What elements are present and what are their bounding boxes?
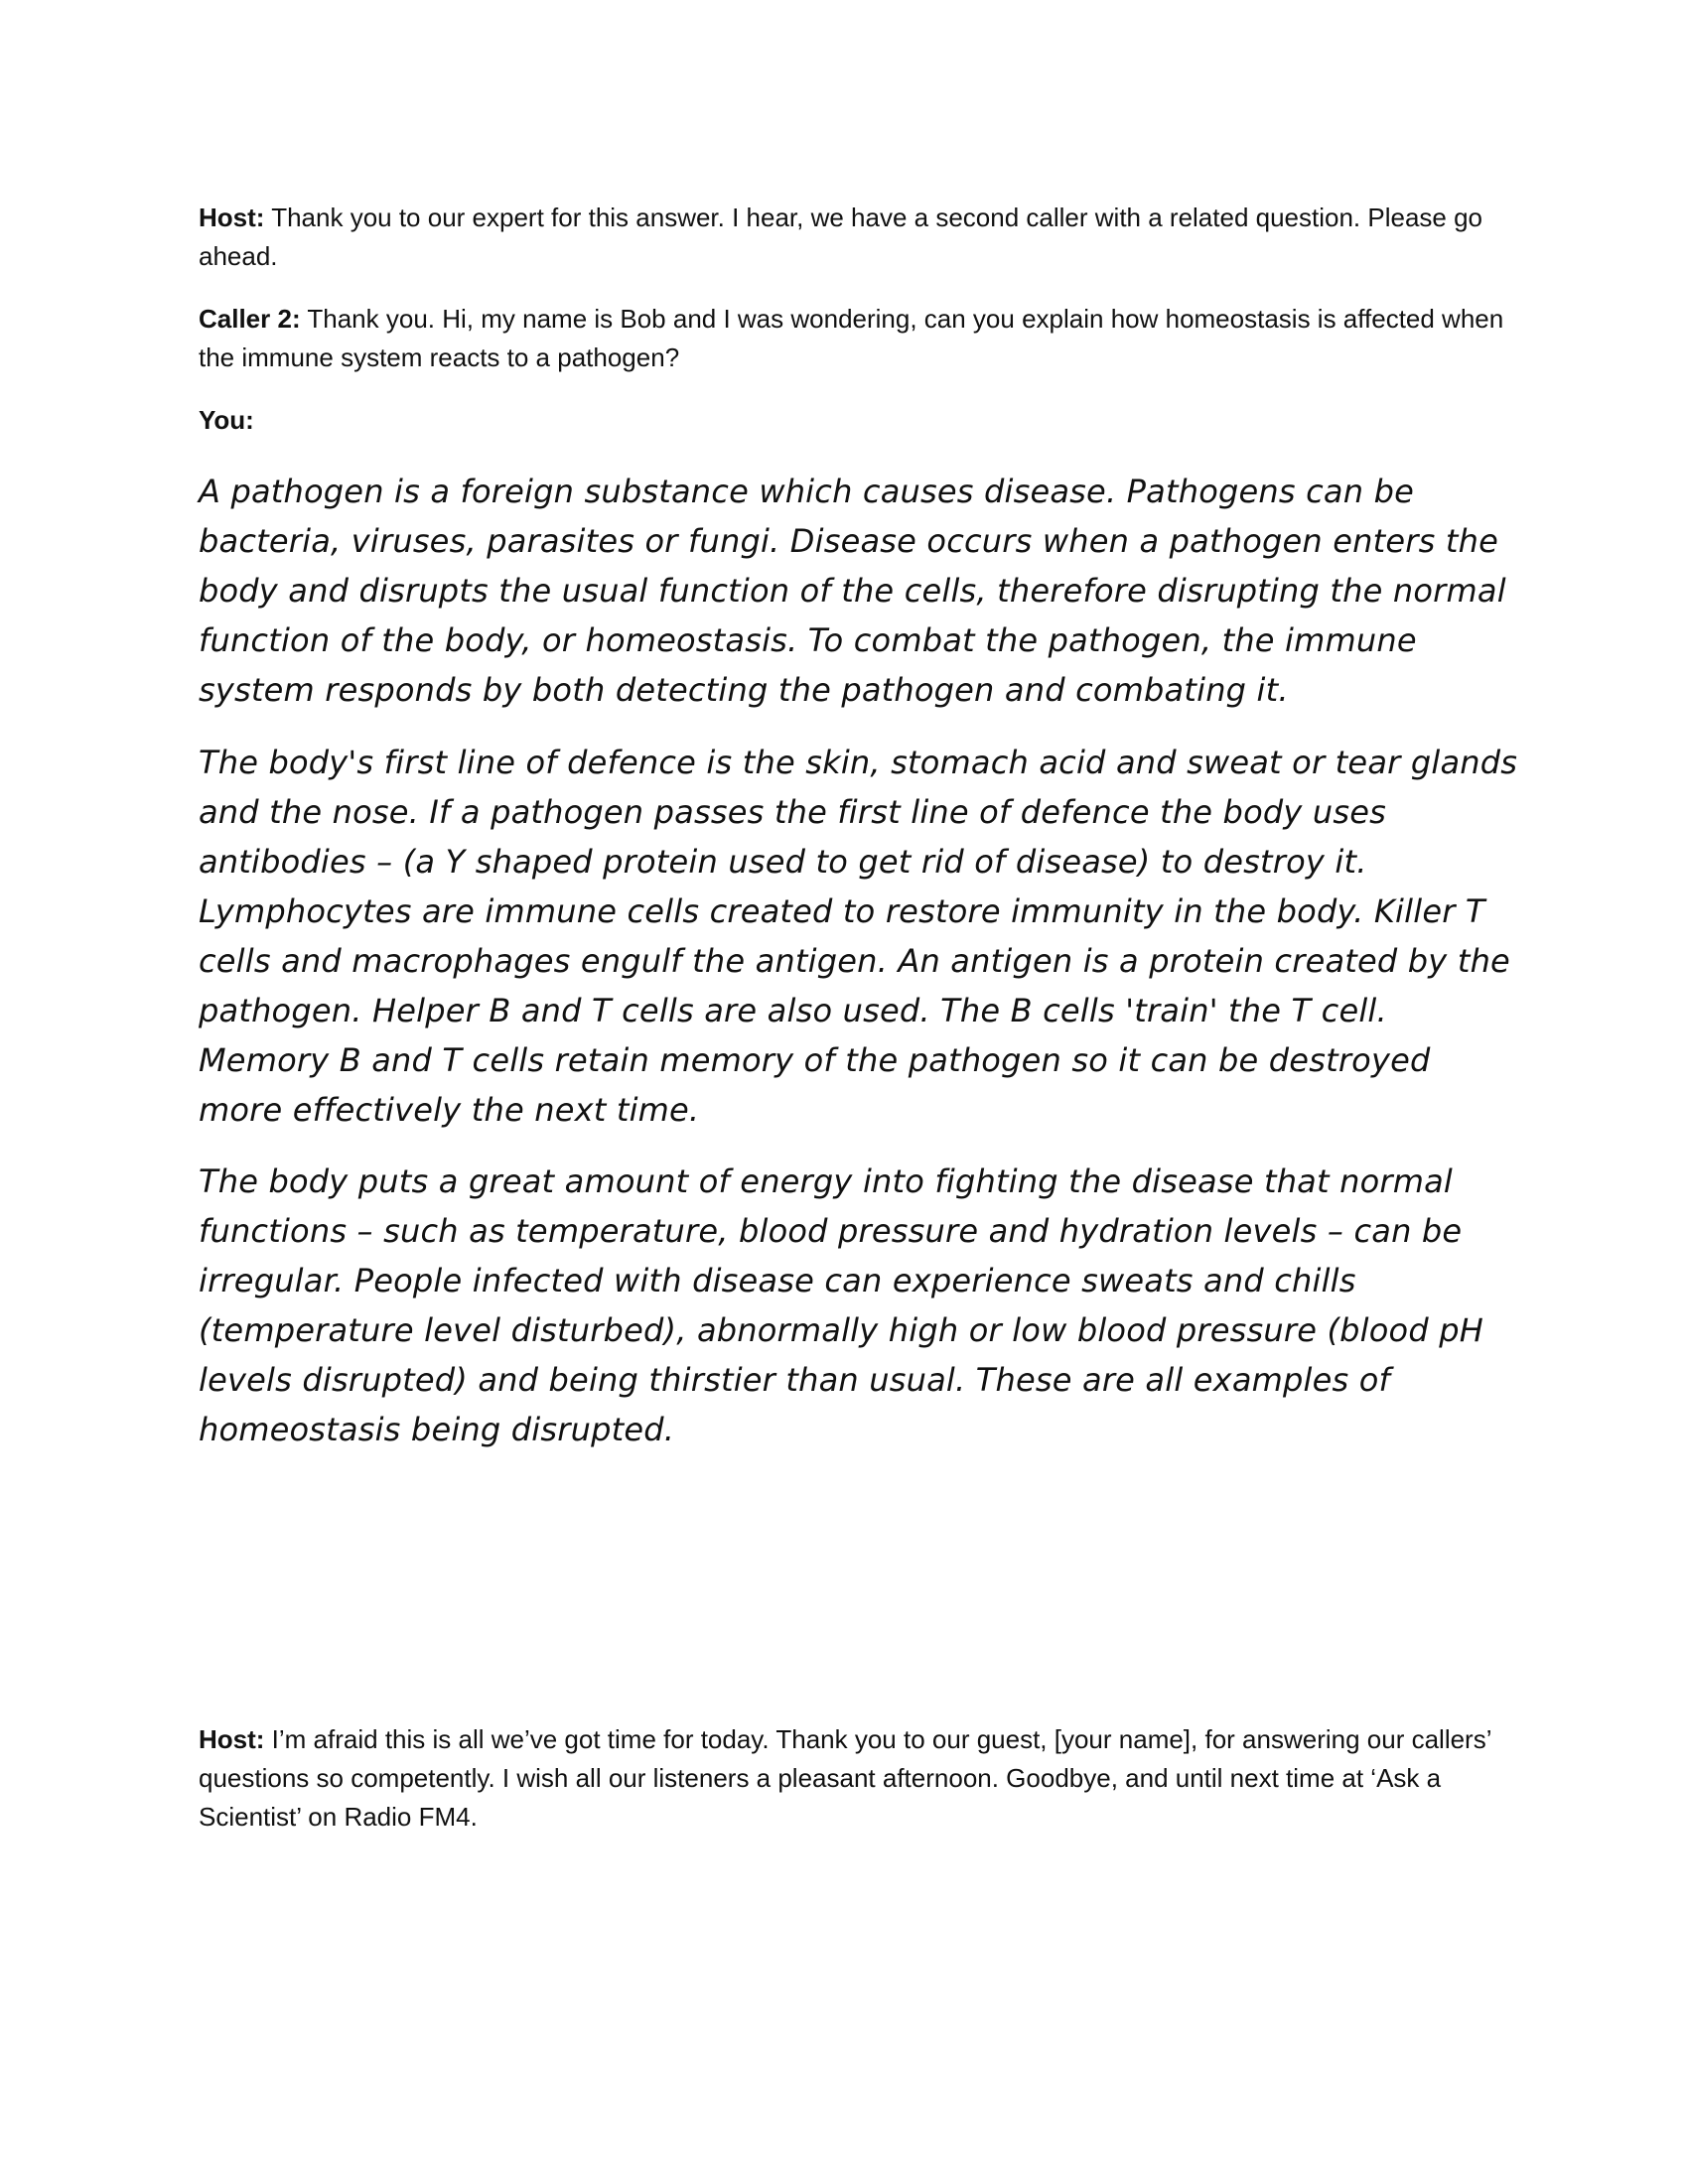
answer-paragraph: A pathogen is a foreign substance which causes disease. Pathogens can be bacteria, viruses, parasites or fungi. Disease occurs when a pathogen enters the body and disrupts the usual function of the cells, therefore disrupting the normal function of the body, or homeostasis. To combat the pathogen, the immune system responds by both detecting the pathogen and combating it. <box>199 473 1506 709</box>
speaker-label-you: You: <box>199 405 254 435</box>
caller-question-text: Thank you. Hi, my name is Bob and I was wondering, can you explain how homeostasis is affected when the immune system reacts to a pathogen? <box>199 304 1504 372</box>
speaker-label-host: Host: <box>199 203 265 232</box>
host-outro-text: I’m afraid this is all we’ve got time for today. Thank you to our guest, [your name], for answering our callers’ questions so competently. I wish all our listeners a pleasant afternoon. Goodbye, and until next time at ‘Ask a Scientist’ on Radio FM4. <box>199 1724 1491 1832</box>
answer-paragraph: The body's first line of defence is the skin, stomach acid and sweat or tear glands and the nose. If a pathogen passes the first line of defence the body uses antibodies – (a Y shaped protein used to get rid of disease) to destroy it. Lymphocytes are immune cells created to restore immunity in the body. Killer T cells and macrophages engulf the antigen. An antigen is a protein created by the pathogen. Helper B and T cells are also used. The B cells 'train' the T cell. Memory B and T cells retain memory of the pathogen so it can be destroyed more effectively the next time. <box>199 744 1518 1129</box>
speaker-label-caller: Caller 2: <box>199 304 301 334</box>
host-intro-line <box>199 199 1509 276</box>
host-outro-line <box>199 1720 1509 1837</box>
host-intro-text: Thank you to our expert for this answer. I hear, we have a second caller with a related question. Please go ahead. <box>199 203 1483 271</box>
caller-question-line <box>199 300 1509 377</box>
answer-paragraph: The body puts a great amount of energy into fighting the disease that normal functions – such as temperature, blood pressure and hydration levels – can be irregular. People infected with disease can experience sweats and chills (temperature level disturbed), abnormally high or low blood pressure (blood pH levels disrupted) and being thirstier than usual. These are all examples of homeostasis being disrupted. <box>199 1162 1483 1448</box>
speaker-label-host: Host: <box>199 1724 265 1754</box>
